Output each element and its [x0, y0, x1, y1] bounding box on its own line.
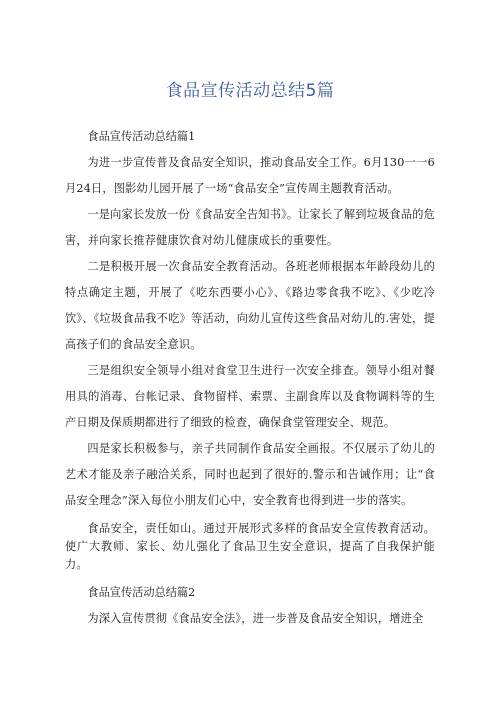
paragraph-point-3: 三是组织安全领导小组对食堂卫生进行一次安全排查。领导小组对餐用具的消毒、台帐记录、食物留样、索票、主副食库以及食物调料等的生产日期及保质期都进行了细致的检查，确保食堂管理安全、规范。 — [65, 364, 435, 429]
paragraph-intro: 为进一步宣传普及食品安全知识，推动食品安全工作。6月130一一6月24日，图影幼儿园开展了一场“食品安全”宣传周主题教育活动。 — [65, 156, 435, 195]
paragraph-point-4: 四是家长积极参与，亲子共同制作食品安全画报。不仅展示了幼儿的艺术才能及亲子融洽关系，同时也起到了很好的.警示和告诫作用；让“食品安全理念”深入每位小朋友们心中，安全教育也得到进一步的落实。 — [65, 442, 435, 507]
paragraph-conclusion: 食品安全，责任如山。通过开展形式多样的食品安全宣传教育活动。使广大教师、家长、幼儿强化了食品卫生安全意识，提高了自我保护能力。 — [65, 522, 435, 571]
paragraph-section-2-intro: 为深入宣传贯彻《食品安全法》，进一步普及食品安全知识，增进全 — [87, 612, 424, 625]
section-heading-2: 食品宣传活动总结篇2 — [87, 586, 196, 599]
paragraph-point-2: 二是积极开展一次食品安全教育活动。各班老师根据本年龄段幼儿的特点确定主题，开展了《吃东西要小心》、《路边零食我不吃》、《少吃冷饮》、《垃圾食品我不吃》等活动，向幼儿宣传这些食品对幼儿的.害处，提高孩子们的食品安全意识。 — [65, 260, 435, 351]
section-heading-1: 食品宣传活动总结篇1 — [87, 130, 196, 143]
document-title: 食品宣传活动总结5篇 — [165, 81, 335, 101]
document-body — [65, 124, 435, 632]
paragraph-point-1: 一是向家长发放一份《食品安全告知书》。让家长了解到垃圾食品的危害，并向家长推荐健康饮食对幼儿健康成长的重要性。 — [65, 208, 435, 247]
